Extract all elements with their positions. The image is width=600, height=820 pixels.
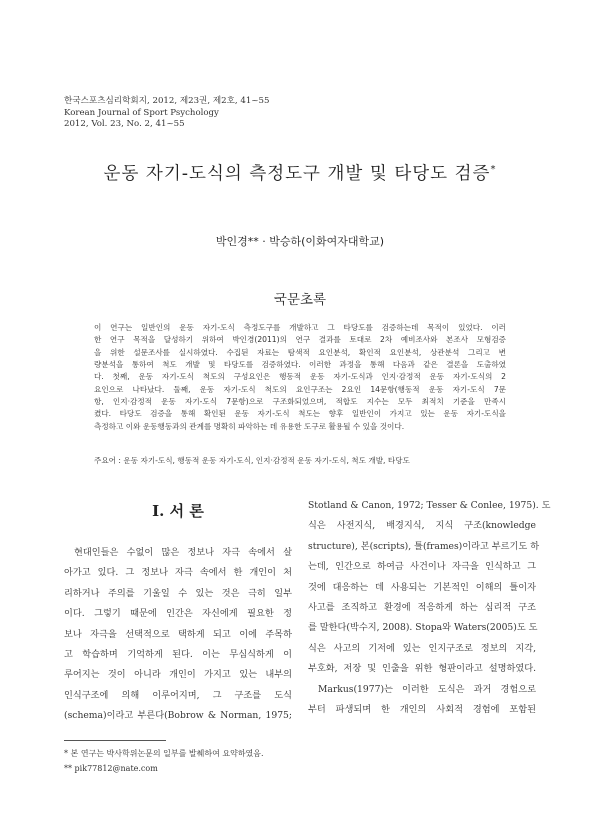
abstract-line: 한 연구 목적을 달성하기 위하여 박인경(2011)의 연구 결과를 토대로 2차 예비조사와 본조사 모형검증	[94, 335, 506, 345]
body-line: 것에 대응하는 데 사용되는 기본적인 이해의 틀이자	[308, 581, 536, 593]
journal-line-volume: 2012, Vol. 23, No. 2, 41~55	[64, 119, 185, 129]
body-line: Markus(1977)는 이러한 도식은 과거 경험으로	[318, 683, 536, 695]
paper-title	[0, 160, 600, 185]
journal-line-korean: 한국스포츠심리학회지, 2012, 제23권, 제2호, 41~55	[64, 96, 270, 106]
body-line: 이다. 그렇기 때문에 인간은 자신에게 필요한 정	[64, 608, 292, 620]
right-column-text	[308, 496, 551, 720]
abstract	[94, 322, 506, 433]
journal-info	[64, 96, 269, 131]
body-line: Stotland & Canon, 1972; Tesser & Conlee, 1975). 도	[308, 500, 551, 511]
body-line: 인식구조에 의해 이루어지며, 그 구조를 도식	[64, 689, 292, 701]
abstract-line: 요인으로 나타났다. 둘째, 운동 자기-도식 척도의 요인구조는 2요인 14문항(행동적 운동 자기-도식 7문	[94, 384, 506, 394]
footnotes	[64, 746, 264, 776]
left-column-text	[64, 543, 292, 727]
left-column	[64, 500, 292, 727]
body-line: 부호화, 저장 및 인출을 위한 형판이라고 설명하였다.	[308, 663, 536, 675]
title-footnote-mark: *	[490, 164, 497, 176]
right-column	[308, 496, 551, 720]
body-line: 를 말한다(박수지, 2008). Stopa와 Waters(2005)도 도	[308, 622, 538, 634]
journal-line-english: Korean Journal of Sport Psychology	[64, 107, 219, 118]
body-line: 부터 파생되며 한 개인의 사회적 경험에 포함된	[308, 704, 536, 716]
body-line: 사고를 조직하고 환경에 적응하게 하는 심리적 구조	[308, 602, 536, 614]
abstract-line: 다. 첫째, 운동 자기-도식 척도의 구성요인은 행동적 운동 자기-도식과 인지·감정적 운동 자기-도식의 2	[94, 372, 506, 382]
body-line: structure), 본(scripts), 틀(frames)이라고 부르기도 하	[308, 540, 540, 552]
abstract-heading: 국문초록	[273, 292, 327, 308]
body-line: 리하거나 주의를 기울일 수 있는 것은 극히 일부	[64, 587, 292, 599]
paper-title-text: 운동 자기-도식의 측정도구 개발 및 타당도 검증	[103, 164, 491, 184]
body-line: (schema)이라고 부른다(Bobrow & Norman, 1975;	[64, 710, 292, 722]
abstract-line: 측정하고 이와 운동행동과의 관계를 명확히 파악하는 데 유용한 도구로 활용될 수 있을 것이다.	[94, 421, 405, 431]
body-line: 는데, 인간으로 하여금 사건이나 자극을 인식하고 그	[308, 561, 536, 573]
body-line: 현대인들은 수없이 많은 정보나 자극 속에서 살	[74, 547, 292, 558]
body-line: 아가고 있다. 그 정보나 자극 속에서 한 개인이 처	[64, 567, 292, 579]
footnote-divider	[64, 740, 166, 741]
body-line: 루어지는 것이 아니라 개인이 가지고 있는 내부의	[64, 669, 292, 681]
body-line: 식은 사전지식, 배경지식, 지식 구조(knowledge	[308, 520, 536, 532]
body-line: 식은 사고의 기저에 있는 인지구조로 정보의 지각,	[308, 642, 536, 654]
abstract-line: 을 위한 설문조사를 실시하였다. 수집된 자료는 탐색적 요인분석, 확인적 요인분석, 상관분석 그리고 변	[94, 347, 506, 357]
abstract-line: 켰다. 타당도 검증을 통해 확인된 운동 자기-도식 척도는 향후 일반인이 가지고 있는 운동 자기-도식을	[94, 409, 506, 419]
footnote-funding: * 본 연구는 박사학위논문의 일부를 발췌하여 요약하였음.	[64, 749, 264, 758]
body-line: 보나 자극을 선택적으로 택하게 되고 이에 주목하	[64, 628, 292, 640]
keywords: 주요어 : 운동 자기-도식, 행동적 운동 자기-도식, 인지·감정적 운동 자기-도식, 척도 개발, 타당도	[94, 456, 410, 465]
authors: 박인경** · 박승하(이화여자대학교)	[215, 235, 385, 248]
section-heading: I. 서 론	[152, 502, 204, 520]
footnote-email: ** pik77812@nate.com	[64, 764, 158, 773]
abstract-line: 항, 인지·감정적 운동 자기-도식 7문항)으로 구조화되었으며, 적합도 지수는 모두 최적치 기준을 만족시	[94, 397, 506, 407]
abstract-line: 이 연구는 일반인의 운동 자기-도식 측정도구를 개발하고 그 타당도를 검증하는데 목적이 있었다. 이러	[94, 323, 506, 332]
abstract-line: 량분석을 통하여 척도 개발 및 타당도를 검증하였다. 이러한 과정을 통해 다음과 같은 결론을 도출하였	[94, 360, 506, 370]
body-line: 고 학습하며 기억하게 된다. 이는 무심식하게 이	[64, 649, 292, 661]
